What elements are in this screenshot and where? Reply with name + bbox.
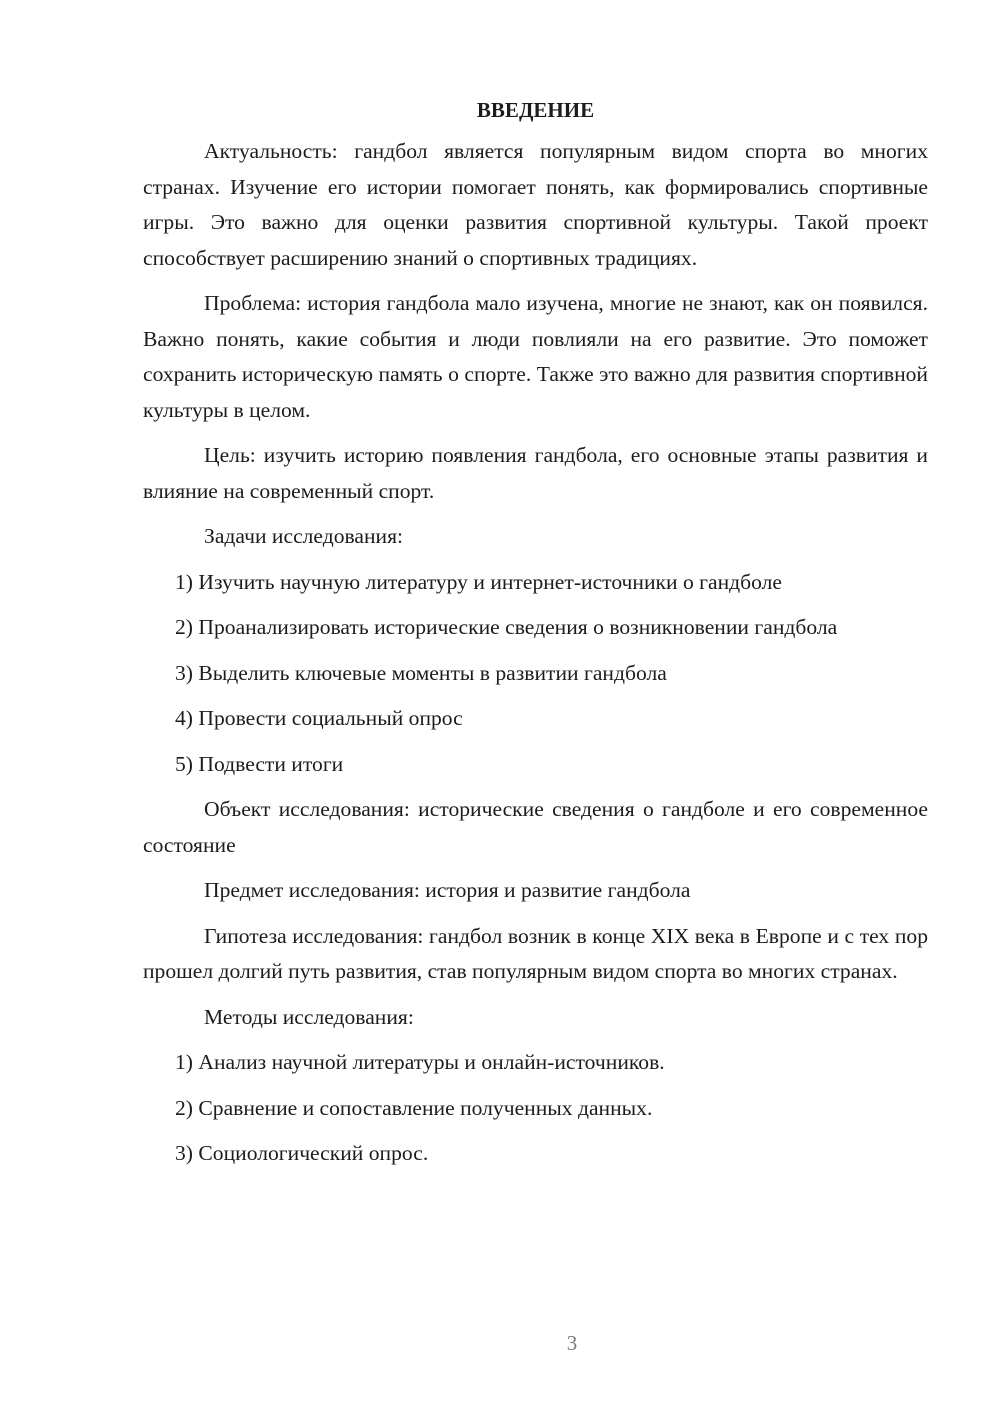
task-item: 1) Изучить научную литературу и интернет-источники о гандболе bbox=[175, 569, 783, 594]
tasks-title: Задачи исследования: bbox=[204, 524, 404, 548]
relevance-paragraph: Актуальность: гандбол является популярным видом спорта во многих странах. Изучение его истории помогает понять, как формировались спортивные игры. Это важно для оценки развития спортивной культуры. Такой проект способствует расширению знаний о спортивных традициях. bbox=[143, 139, 928, 270]
methods-list bbox=[143, 1045, 928, 1172]
page-number: 3 bbox=[566, 1331, 578, 1355]
document-page bbox=[143, 92, 928, 1172]
tasks-list bbox=[143, 565, 928, 783]
task-item: 5) Подвести итоги bbox=[175, 751, 344, 776]
object-paragraph: Объект исследования: исторические сведения о гандболе и его современное состояние bbox=[143, 797, 928, 857]
subject-paragraph: Предмет исследования: история и развитие гандбола bbox=[204, 878, 691, 902]
goal-paragraph: Цель: изучить историю появления гандбола, его основные этапы развития и влияние на современный спорт. bbox=[143, 443, 928, 503]
task-item: 3) Выделить ключевые моменты в развитии гандбола bbox=[175, 660, 667, 685]
task-item: 2) Проанализировать исторические сведения о возникновении гандбола bbox=[175, 615, 838, 639]
methods-title: Методы исследования: bbox=[204, 1004, 414, 1029]
hypothesis-paragraph: Гипотеза исследования: гандбол возник в конце XIX века в Европе и с тех пор прошел долгий путь развития, став популярным видом спорта во многих странах. bbox=[143, 923, 928, 983]
task-item: 4) Провести социальный опрос bbox=[175, 706, 463, 730]
method-item: 1) Анализ научной литературы и онлайн-источников. bbox=[175, 1050, 665, 1074]
method-item: 3) Социологический опрос. bbox=[175, 1141, 429, 1165]
problem-paragraph: Проблема: история гандбола мало изучена, многие не знают, как он появился. Важно понять, какие события и люди повлияли на его развитие. Это поможет сохранить историческую память о спорте. Также это важно для развития спортивной культуры в целом. bbox=[143, 291, 928, 422]
section-heading: ВВЕДЕНИЕ bbox=[476, 98, 595, 122]
method-item: 2) Сравнение и сопоставление полученных данных. bbox=[175, 1095, 653, 1120]
